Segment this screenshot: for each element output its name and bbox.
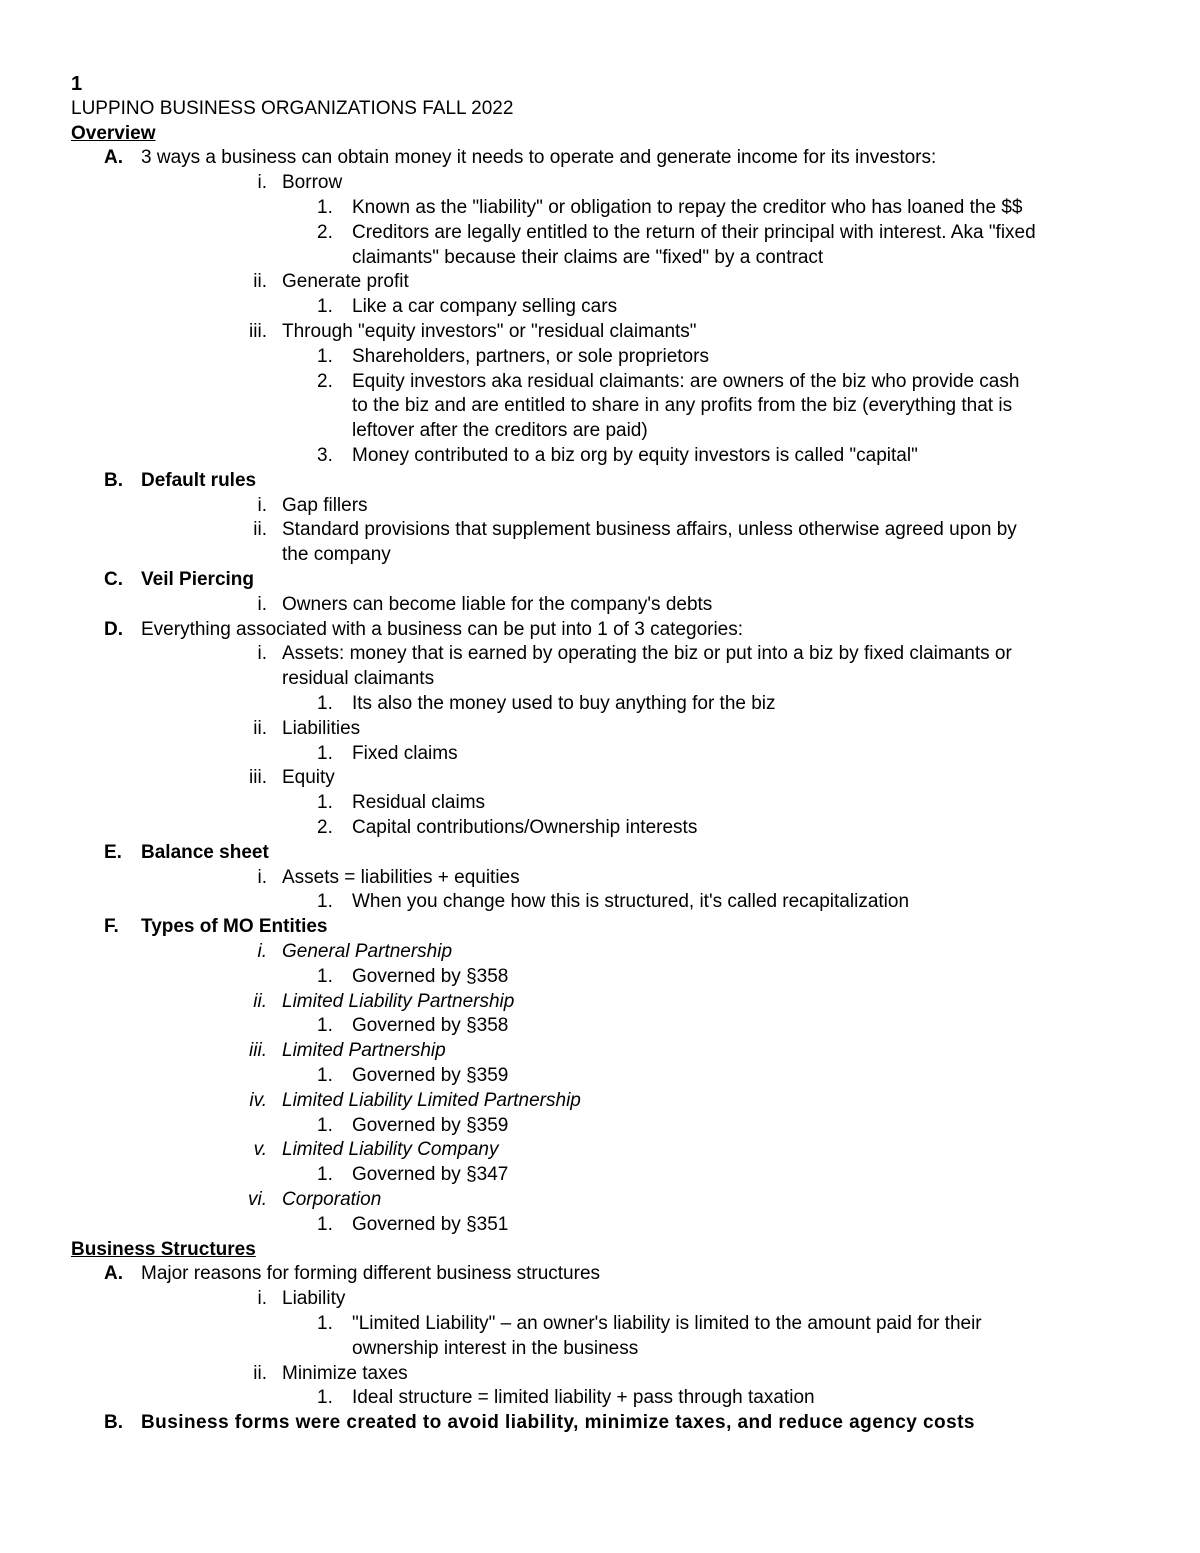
outline-marker-roman: i. — [257, 866, 267, 888]
outline-marker-letter: C. — [104, 569, 123, 590]
outline-marker-letter: B. — [104, 469, 123, 491]
outline-marker-roman: i. — [257, 593, 267, 615]
outline-point-text: Governed by §351 — [352, 1213, 509, 1235]
outline-item-heading: Business forms were created to avoid liability, minimize taxes, and reduce agency costs — [141, 1412, 975, 1434]
outline-marker-letter: A. — [104, 147, 123, 169]
outline-marker-number: 1. — [317, 1213, 333, 1235]
outline-marker-number: 1. — [317, 1387, 333, 1409]
outline-marker-letter: F. — [104, 916, 119, 938]
outline-marker-number: 2. — [317, 817, 333, 838]
outline-subitem-text: Assets: money that is earned by operating the biz or put into a biz by fixed claimants or — [282, 643, 1012, 665]
outline-subitem-text: Owners can become liable for the company's debts — [282, 593, 713, 615]
outline-subitem-text: Standard provisions that supplement business affairs, unless otherwise agreed upon by — [282, 519, 1017, 541]
outline-subitem-text: Gap fillers — [282, 494, 368, 516]
outline-point-text: Ideal structure = limited liability + pass through taxation — [352, 1387, 815, 1409]
outline-item-heading: Veil Piercing — [141, 569, 254, 590]
outline-point-text: When you change how this is structured, it's called recapitalization — [352, 891, 910, 913]
outline-marker-roman: i. — [257, 172, 267, 194]
outline-marker-roman: vi. — [248, 1189, 267, 1210]
section-heading: Overview — [71, 122, 156, 144]
outline-point-text: Residual claims — [352, 792, 486, 814]
outline-item-heading: Major reasons for forming different business structures — [141, 1263, 601, 1285]
outline-subitem-text: Limited Liability Partnership — [282, 990, 515, 1012]
outline-subitem-text: Liabilities — [282, 717, 361, 739]
outline-marker-number: 1. — [317, 1015, 333, 1037]
outline-point-text: Fixed claims — [352, 742, 458, 764]
outline-marker-number: 1. — [317, 1114, 333, 1136]
outline-marker-number: 1. — [317, 792, 333, 814]
outline-point-text: to the biz and are entitled to share in any profits from the biz (everything that is — [352, 395, 1013, 417]
outline-subitem-text: Borrow — [282, 172, 343, 194]
outline-point-text: Governed by §358 — [352, 1015, 509, 1037]
document-title: LUPPINO BUSINESS ORGANIZATIONS FALL 2022 — [71, 97, 514, 119]
outline-point-text: Like a car company selling cars — [352, 296, 618, 318]
outline-marker-number: 2. — [317, 370, 333, 392]
outline-subitem-text: Limited Partnership — [282, 1040, 446, 1062]
outline-subitem-text: Corporation — [282, 1189, 382, 1210]
outline-subitem-text: Assets = liabilities + equities — [282, 866, 520, 888]
outline-subitem-text: Limited Liability Company — [282, 1139, 499, 1161]
outline-point-text: Governed by §359 — [352, 1065, 509, 1086]
outline-marker-letter: E. — [104, 841, 122, 863]
outline-subitem-text: Limited Liability Limited Partnership — [282, 1089, 581, 1111]
outline-marker-number: 1. — [317, 345, 333, 367]
outline-point-text: Known as the "liability" or obligation to repay the creditor who has loaned the $$ — [352, 197, 1023, 218]
outline-point-text: "Limited Liability" – an owner's liability is limited to the amount paid for their — [352, 1313, 982, 1334]
outline-item-heading: 3 ways a business can obtain money it needs to operate and generate income for its investors: — [141, 147, 937, 169]
outline-point-text: claimants" because their claims are "fixed" by a contract — [352, 246, 824, 268]
outline-marker-roman: i. — [257, 643, 267, 665]
outline-item-heading: Balance sheet — [141, 841, 269, 863]
outline-point-text: Creditors are legally entitled to the return of their principal with interest. Aka "fixed — [352, 221, 1036, 243]
outline-marker-roman: iii. — [249, 321, 267, 342]
outline-marker-roman: i. — [257, 1288, 267, 1310]
outline-point-text: Governed by §347 — [352, 1164, 509, 1186]
outline-marker-roman: ii. — [253, 1362, 267, 1384]
outline-marker-number: 3. — [317, 445, 333, 466]
outline-subitem-text: residual claimants — [282, 668, 435, 690]
outline-marker-roman: ii. — [253, 271, 267, 293]
outline-point-text: Governed by §359 — [352, 1114, 509, 1136]
outline-marker-number: 1. — [317, 1313, 333, 1334]
outline-subitem-text: Minimize taxes — [282, 1362, 408, 1384]
outline-marker-number: 1. — [317, 1065, 333, 1086]
outline-point-text: ownership interest in the business — [352, 1337, 639, 1359]
outline-marker-roman: i. — [257, 941, 267, 962]
outline-subitem-text: Through "equity investors" or "residual claimants" — [282, 321, 697, 342]
outline-subitem-text: the company — [282, 544, 391, 566]
outline-point-text: Capital contributions/Ownership interests — [352, 817, 698, 838]
outline-marker-number: 1. — [317, 693, 333, 714]
outline-point-text: Governed by §358 — [352, 965, 509, 987]
outline-marker-number: 1. — [317, 965, 333, 987]
outline-subitem-text: Liability — [282, 1288, 346, 1310]
page-number: 1 — [71, 73, 83, 95]
outline-item-heading: Everything associated with a business can be put into 1 of 3 categories: — [141, 618, 744, 640]
outline-marker-roman: iii. — [249, 1040, 267, 1062]
outline-point-text: Equity investors aka residual claimants: are owners of the biz who provide cash — [352, 370, 1020, 392]
outline-subitem-text: Equity — [282, 767, 335, 789]
outline-subitem-text: Generate profit — [282, 271, 409, 293]
outline-marker-roman: ii. — [253, 519, 267, 541]
outline-marker-letter: A. — [104, 1263, 123, 1285]
outline-marker-number: 2. — [317, 221, 333, 243]
outline-marker-roman: v. — [253, 1139, 267, 1161]
outline-point-text: Shareholders, partners, or sole proprietors — [352, 345, 709, 367]
outline-subitem-text: General Partnership — [282, 941, 453, 962]
outline-marker-letter: D. — [104, 618, 123, 640]
outline-marker-roman: ii. — [253, 717, 267, 739]
outline-point-text: Its also the money used to buy anything for the biz — [352, 693, 776, 714]
outline-marker-number: 1. — [317, 891, 333, 913]
outline-point-text: Money contributed to a biz org by equity investors is called "capital" — [352, 445, 918, 466]
outline-marker-number: 1. — [317, 742, 333, 764]
outline-item-heading: Default rules — [141, 469, 257, 491]
outline-marker-number: 1. — [317, 296, 333, 318]
outline-point-text: leftover after the creditors are paid) — [352, 420, 648, 442]
outline-marker-number: 1. — [317, 1164, 333, 1186]
outline-item-heading: Types of MO Entities — [141, 916, 328, 938]
section-heading: Business Structures — [71, 1238, 256, 1260]
outline-marker-roman: i. — [257, 494, 267, 516]
outline-marker-number: 1. — [317, 197, 333, 218]
outline-marker-letter: B. — [104, 1412, 123, 1434]
outline-marker-roman: iii. — [249, 767, 267, 789]
outline-marker-roman: ii. — [253, 990, 267, 1012]
outline-marker-roman: iv. — [249, 1089, 267, 1111]
